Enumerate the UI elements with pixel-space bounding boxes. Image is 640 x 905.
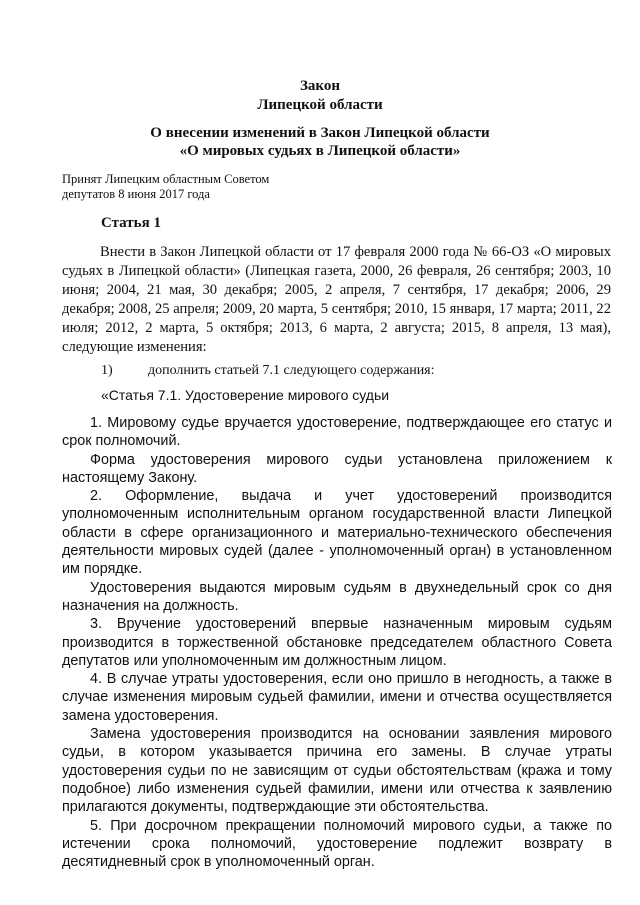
region-title: Липецкой области [257, 97, 383, 113]
body-paragraph: Удостоверения выдаются мировым судьям в двухнедельный срок со дня назначения на должность. [62, 579, 612, 614]
article-intro [62, 243, 611, 357]
body-paragraph: 3. Вручение удостоверений впервые назначенным мировым судьям производится в торжественной обстановке председателем областного Совета депутатов или уполномоченным им должностным лицом. [62, 616, 612, 669]
new-article-title: «Статья 7.1. Удостоверение мирового судьи [101, 387, 390, 403]
article-body [62, 414, 612, 871]
article-heading: Статья 1 [101, 215, 161, 231]
body-paragraph: 4. В случае утраты удостоверения, если оно пришло в негодность, а также в случае изменения мировым судьей фамилии, имени и отчества осуществляется замена удостоверения. [62, 671, 612, 724]
adopted-line-1: Принят Липецким областным Советом [62, 172, 270, 186]
body-paragraph: 5. При досрочном прекращении полномочий мирового судьи, а также по истечении срока полномочий, удостоверение подлежит возврату в десятидневный срок в уполномоченный орган. [62, 817, 612, 871]
subject-line-2: «О мировых судьях в Липецкой области» [179, 143, 461, 159]
body-paragraph: Форма удостоверения мирового судьи установлена приложением к настоящему Закону. [62, 451, 612, 486]
body-paragraph: 1. Мировому судье вручается удостоверение, подтверждающее его статус и срок полномочий. [62, 415, 612, 450]
article-intro-text: Внести в Закон Липецкой области от 17 февраля 2000 года № 66-ОЗ «О мировых судьях в Липецкой области» (Липецкая газета, 2000, 26 февраля, 26 сентября; 2003, 10 июня; 2004, 21 мая, 30 декабря; 2005, 2 апреля, 7 сентября, 17 декабря; 2006, 29 декабря; 2008, 25 апреля; 2009, 20 марта, 5 сентября; 2010, 15 января, 17 марта; 2011, 22 июля; 2012, 2 марта, 5 октября; 2013, 6 марта, 2 августа; 2015, 8 апреля, 13 мая), следующие изменения: [62, 244, 611, 355]
body-paragraph: Замена удостоверения производится на основании заявления мирового судьи, в котором указывается причина его замены. В случае утраты удостоверения судьи по не зависящим от судьи обстоятельствам (кража и тому подобное) либо изменения судьей фамилии, имени или отчества к заявлению прилагаются документы, подтверждающие эти обстоятельства. [62, 726, 612, 816]
list-item-number: 1) [101, 363, 113, 378]
law-title: Закон [299, 78, 340, 94]
list-item-text: дополнить статьей 7.1 следующего содержания: [148, 363, 435, 378]
subject-line-1: О внесении изменений в Закон Липецкой области [150, 125, 490, 141]
adopted-line-2: депутатов 8 июня 2017 года [62, 187, 210, 201]
list-item [101, 363, 435, 379]
body-paragraph: 2. Оформление, выдача и учет удостоверений производится уполномоченным исполнительным органом государственной власти Липецкой области в сфере организационного и материально-технического обеспечения деятельности мировых судей (далее - уполномоченный орган) в установленном им порядке. [62, 488, 612, 578]
